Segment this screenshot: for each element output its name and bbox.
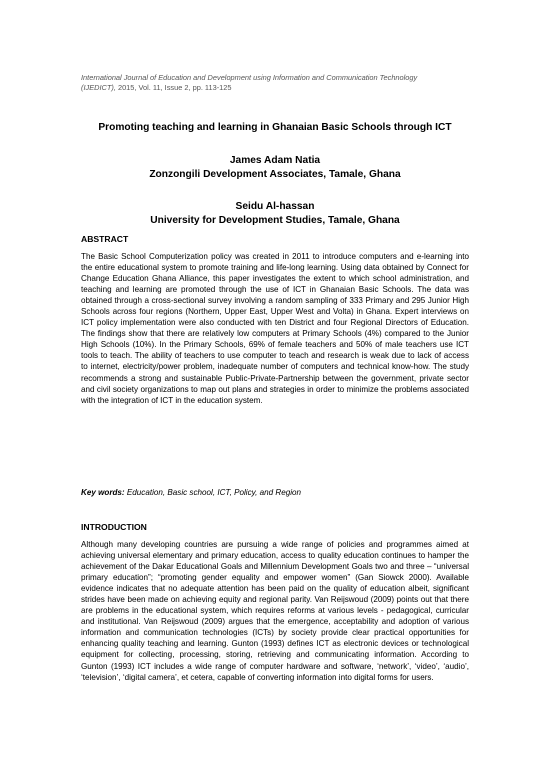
keywords-label: Key words: xyxy=(81,488,125,497)
keywords xyxy=(81,488,469,497)
abstract-text: The Basic School Computerization policy was created in 2011 to introduce computers and e-learning into the entire educational system to promote training and life-long learning. Using data obtained by Connect for Change Education Ghana Alliance, this paper investigates the extent to which school administration, and teaching and learning are promoted through the use of ICT in Ghanaian Basic Schools. The data was obtained through a cross-sectional survey involving a random sampling of 333 Primary and 295 Junior High Schools across four regions (Northern, Upper East, Upper West and Volta) in Ghana. Expert interviews on ICT policy implementation were also conducted with ten District and four Regional Directors of Education. The findings show that there are relatively low computers at Primary Schools (4%) compared to the Junior High Schools (10%). In the Primary Schools, 69% of female teachers and 50% of male teachers use ICT tools to teach. The ability of teachers to use computer to teach and research is weak due to lack of access to internet, electricity/power problem, inadequate number of computers and technical know-how. The study recommends a strong and sustainable Public-Private-Partnership between the government, private sector and civil society organizations to map out plans and strategies in order to minimize the problems associated with the integration of ICT in the education system. xyxy=(81,252,469,405)
author-2-name: Seidu Al-hassan xyxy=(235,201,315,212)
author-1 xyxy=(0,154,550,182)
abstract-heading: ABSTRACT xyxy=(81,234,129,244)
author-2-affiliation: University for Development Studies, Tamale, Ghana xyxy=(150,215,400,226)
journal-line-1: International Journal of Education and Development using Information and Communication Technology xyxy=(81,73,418,82)
introduction-heading: INTRODUCTION xyxy=(81,522,147,532)
author-1-name: James Adam Natia xyxy=(229,155,321,166)
journal-issue: 2015, Vol. 11, Issue 2, pp. 113-125 xyxy=(117,83,232,92)
author-1-affiliation: Zonzongili Development Associates, Tamale, Ghana xyxy=(149,169,401,180)
introduction-text: Although many developing countries are pursuing a wide range of policies and programmes aimed at achieving universal elementary and primary education, access to quality education continues to hamper the achievement of the Dakar Educational Goals and Millennium Development Goals two and three – “universal primary education”; “promoting gender equality and empower women” (Gan Siowck 2000). Available evidence indicates that no adequate attention has been paid on the quality of education albeit, significant strides have been made on achieving equity and regional parity. Van Reijswoud (2009) points out that there are problems in the educational system, which requires reforms at various levels - pedagogical, curricular and institutional. Van Reijswoud (2009) argues that the emergence, acceptability and adoption of various information and communication technologies (ICTs) by society provide clear practical opportunities for enhancing quality teaching and learning. Gunton (1993) defines ICT as electronic devices or technological equipment for collecting, processing, storing, retrieving and communicating information. According to Gunton (1993) ICT includes a wide range of computer hardware and software, ‘network’, ‘video’, ‘audio’, ‘television’, ‘digital camera’, et cetera, capable of converting information into digital forms for users. xyxy=(81,540,469,682)
author-2 xyxy=(0,200,550,228)
journal-abbrev: (IJEDICT), xyxy=(81,83,118,92)
journal-line-2 xyxy=(81,83,481,93)
journal-header xyxy=(81,73,481,93)
paper-title: Promoting teaching and learning in Ghanaian Basic Schools through ICT xyxy=(98,122,452,133)
keywords-text: Education, Basic school, ICT, Policy, and Region xyxy=(124,488,301,497)
